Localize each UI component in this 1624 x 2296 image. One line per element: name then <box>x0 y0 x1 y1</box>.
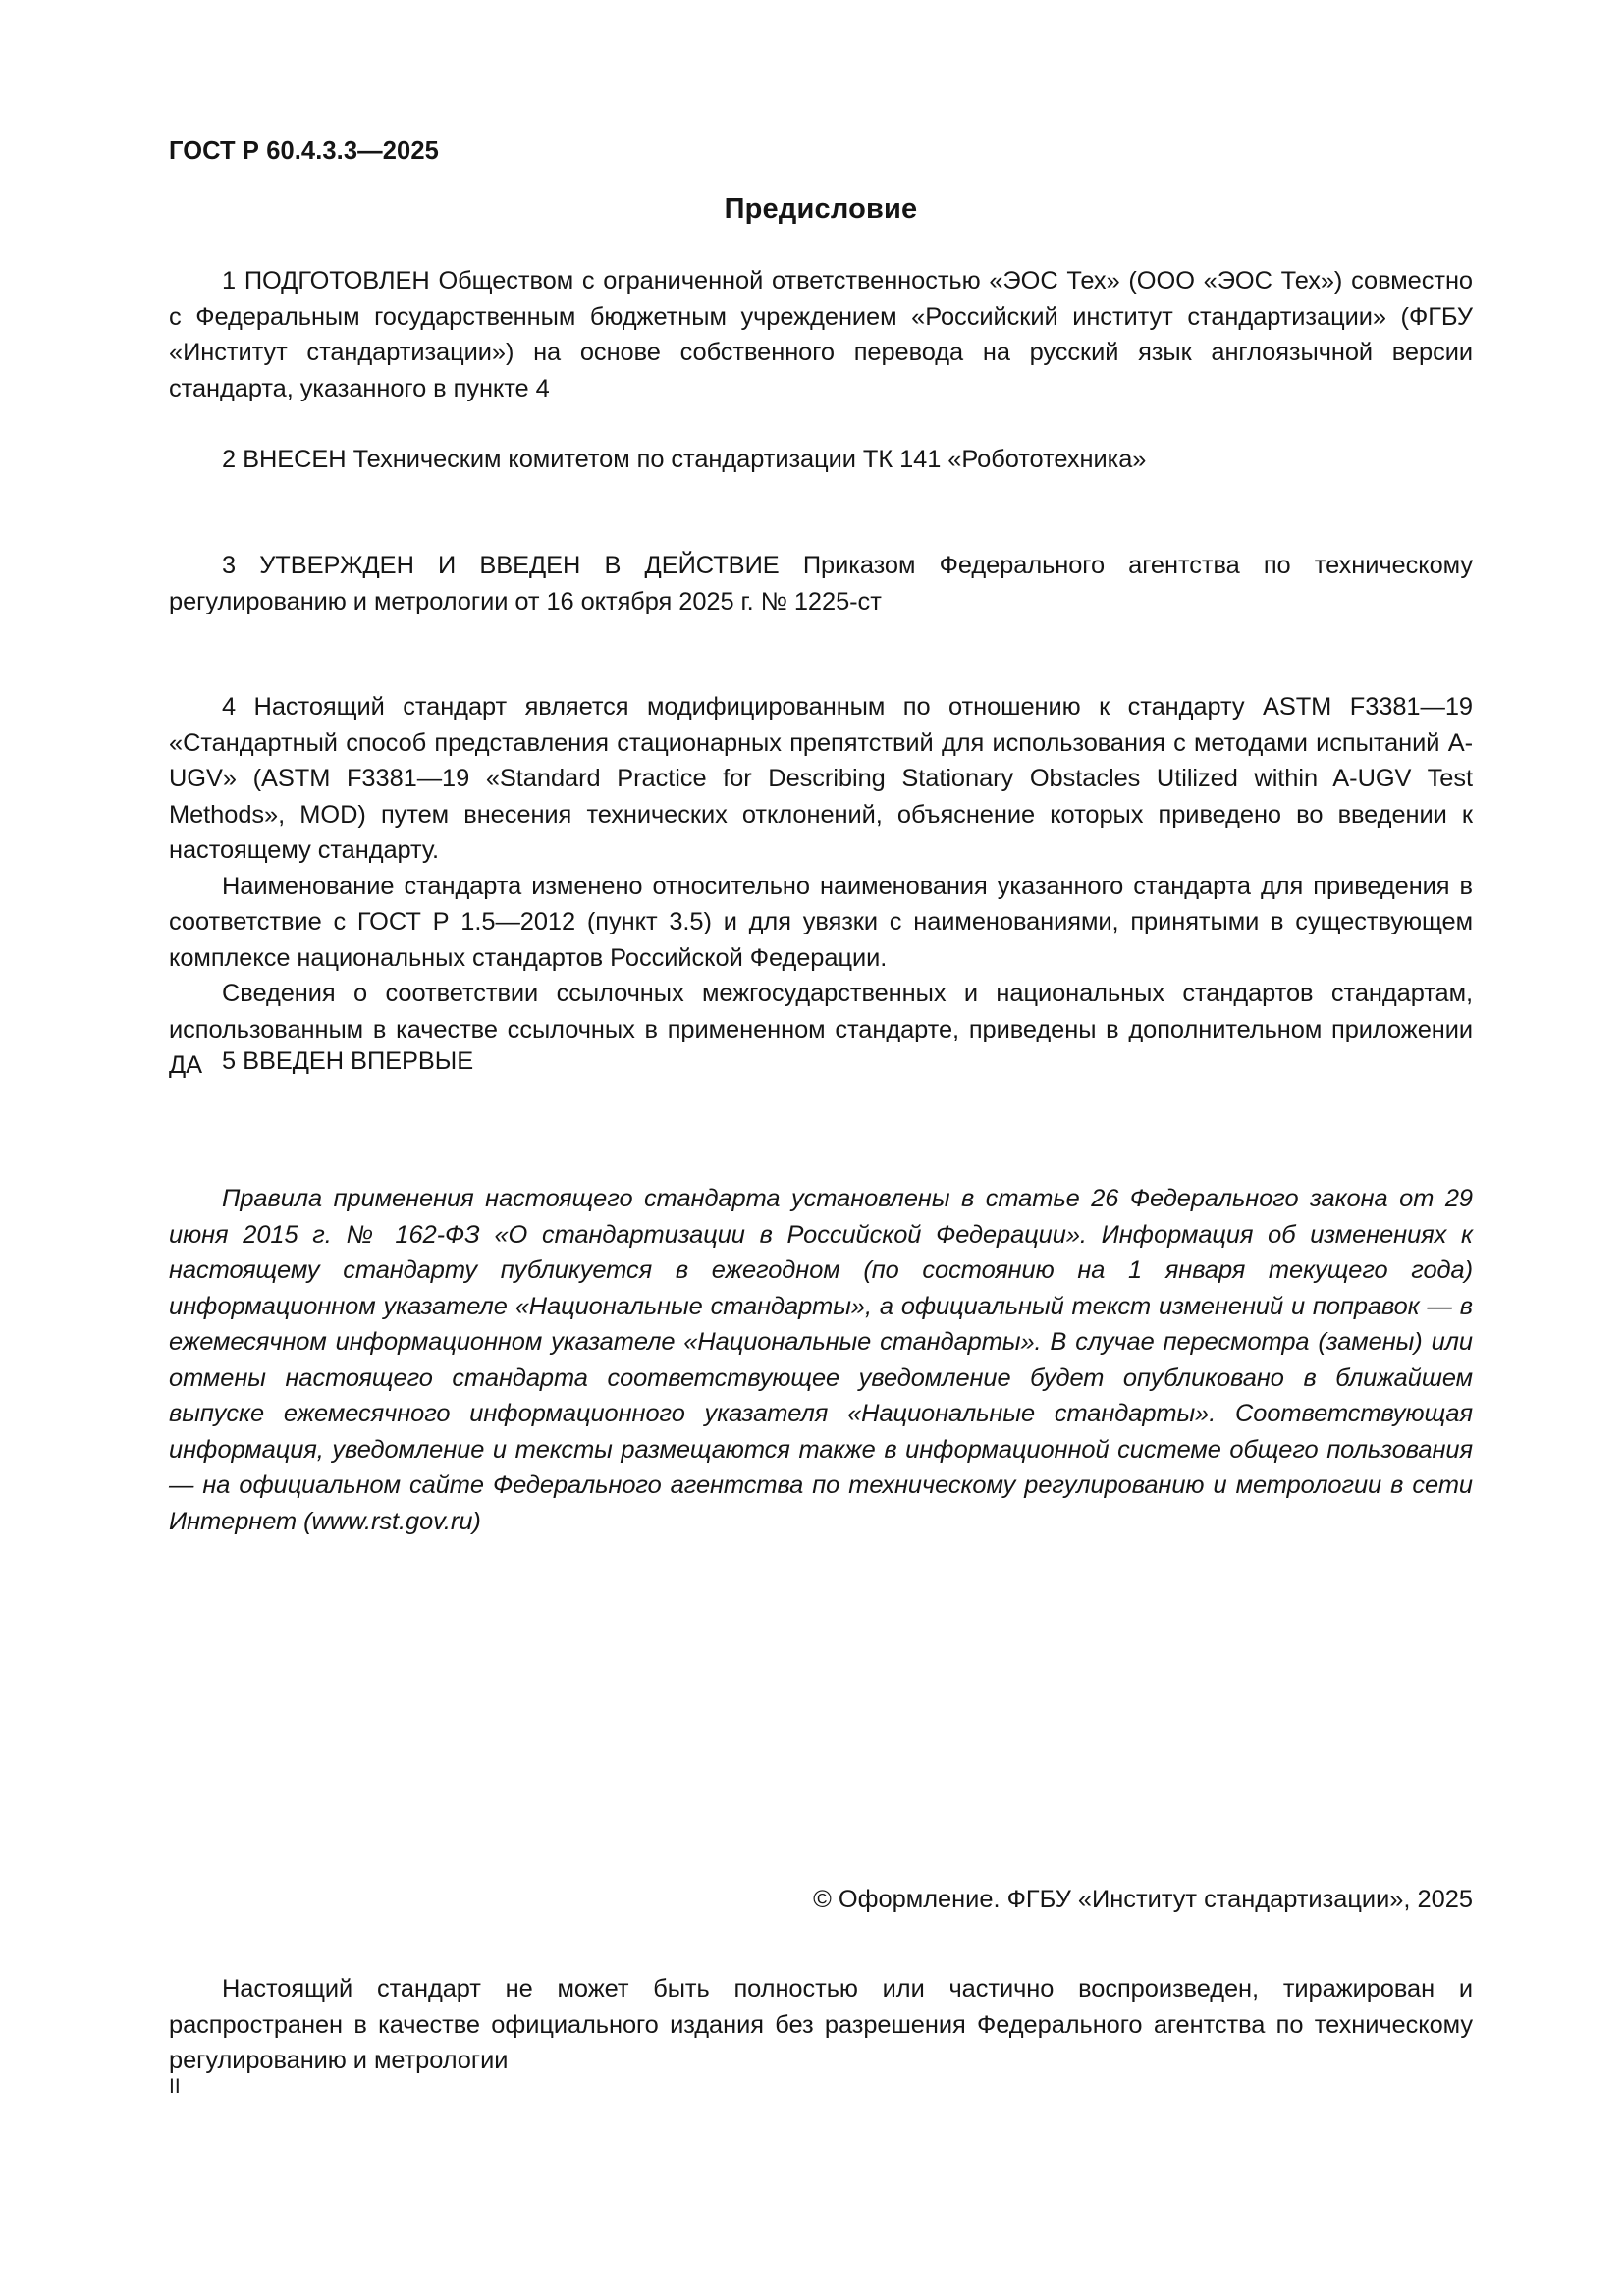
copyright-line <box>169 1882 1473 1917</box>
copyright-text: © Оформление. ФГБУ «Институт стандартизации», 2025 <box>813 1886 1473 1913</box>
application-rules-notice-text: Правила применения настоящего стандарта установлены в статье 26 Федерального закона от 29 июня 2015 г. № 162-ФЗ «О стандартизации в Российской Федерации». Информация об изменениях к настоящему стандарту публикуется в ежегодном (по состоянию на 1 января текущего года) информационном указателе «Национальные стандарты», а официальный текст изменений и поправок — в ежемесячном информационном указателе «Национальные стандарты». В случае пересмотра (замены) или отмены настоящего стандарта соответствующее уведомление будет опубликовано в ближайшем выпуске ежемесячного информационного указателя «Национальные стандарты». Соответствующая информация, уведомление и тексты размещаются также в информационной системе общего пользования — на официальном сайте Федерального агентства по техническому регулированию и метрологии в сети Интернет (www.rst.gov.ru) <box>169 1185 1473 1535</box>
foreword-item-3-text: 3 УТВЕРЖДЕН И ВВЕДЕН В ДЕЙСТВИЕ Приказом Федерального агентства по техническому регулированию и метрологии от 16 октября 2025 г. № 1225-ст <box>169 552 1473 615</box>
foreword-item-2-text: 2 ВНЕСЕН Техническим комитетом по стандартизации ТК 141 «Робототехника» <box>222 446 1147 473</box>
foreword-item-1 <box>169 263 1473 406</box>
foreword-item-3 <box>169 548 1473 619</box>
page-title: Предисловие <box>724 193 918 225</box>
reproduction-notice <box>169 1971 1473 2079</box>
foreword-item-4-paragraph-2: Наименование стандарта изменено относительно наименования указанного стандарта для приведения в соответствие с ГОСТ Р 1.5—2012 (пункт 3.5) и для увязки с наименованиями, принятыми в существующем комплексе национальных стандартов Российской Федерации. <box>169 872 1473 972</box>
application-rules-notice <box>169 1181 1473 1539</box>
foreword-item-4-paragraph-3: Сведения о соответствии ссылочных межгосударственных и национальных стандартов стандартам, использованным в качестве ссылочных в примененном стандарте, приведены в дополнительном приложении ДА <box>169 980 1473 1079</box>
foreword-item-2 <box>169 442 1473 478</box>
foreword-item-4-text: 4 Настоящий стандарт является модифицированным по отношению к стандарту ASTM F3381—19 «Стандартный способ представления стационарных препятствий для использования с методами испытаний A-UGV» (ASTM F3381—19 «Standard Practice for Describing Stationary Obstacles Utilized within A-UGV Test Methods», MOD) путем внесения технических отклонений, объяснение которых приведено во введении к настоящему стандарту. <box>169 693 1473 864</box>
foreword-item-5-text: 5 ВВЕДЕН ВПЕРВЫЕ <box>222 1047 474 1075</box>
page-number: II <box>169 2075 181 2098</box>
foreword-item-5 <box>169 1043 1473 1080</box>
foreword-item-1-text: 1 ПОДГОТОВЛЕН Обществом с ограниченной ответственностью «ЭОС Тех» (ООО «ЭОС Тех») совместно с Федеральным государственным бюджетным учреждением «Российский институт стандартизации» (ФГБУ «Институт стандартизации») на основе собственного перевода на русский язык англоязычной версии стандарта, указанного в пункте 4 <box>169 267 1473 402</box>
foreword-item-4 <box>169 689 1473 1084</box>
reproduction-notice-text: Настоящий стандарт не может быть полностью или частично воспроизведен, тиражирован и распространен в качестве официального издания без разрешения Федерального агентства по техническому регулированию и метрологии <box>169 1975 1473 2074</box>
running-header-standard-number: ГОСТ Р 60.4.3.3—2025 <box>169 137 439 165</box>
